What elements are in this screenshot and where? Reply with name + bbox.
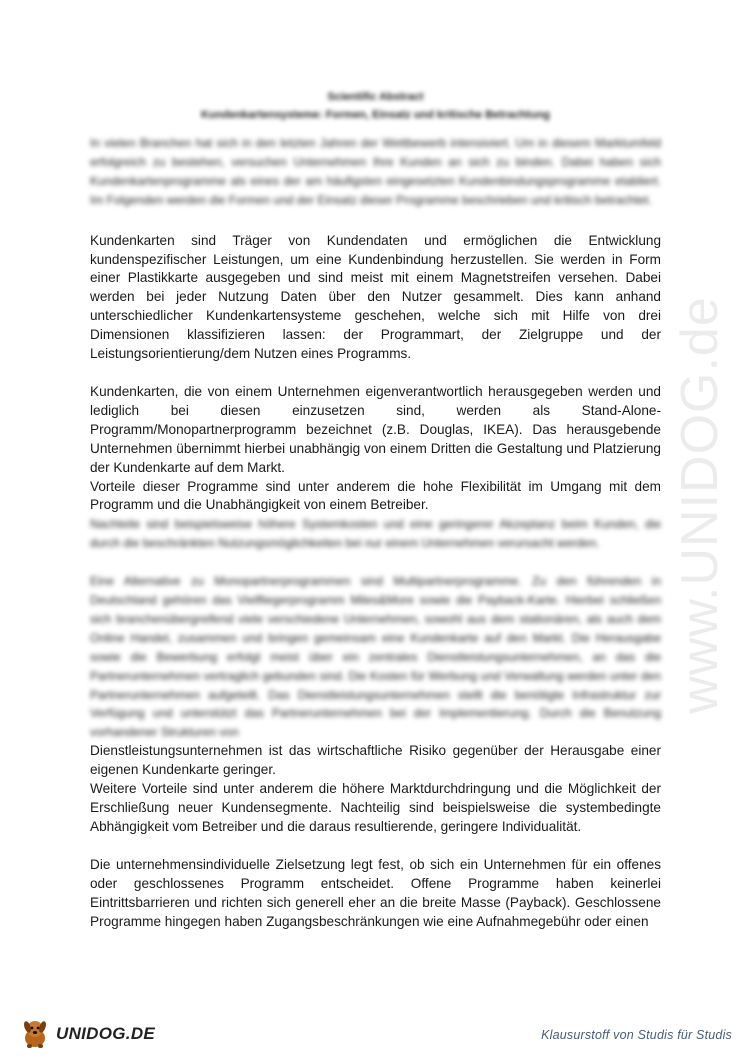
logo-text: UNIDOG.DE [56,1024,156,1043]
watermark-text: www.UNIDOG.de [671,296,729,714]
paragraph-nachteile-mono: Nachteile sind beispielsweise höhere Systemkosten und eine geringerer Akzeptanz beim Kunden, die durch die beschränkten Nutzungsmöglichkeiten bei nur einem Unternehmen verursacht werden. [90,517,661,551]
title-block [90,88,661,124]
paragraph-kundenkarten: Kundenkarten sind Träger von Kundendaten und ermöglichen die Entwicklung kundenspezifischer Leistungen, um eine Kundenbindung herzustellen. Sie werden in Form einer Plastikkarte ausgegeben und sind meist mit einem Magnetstreifen versehen. Dabei werden bei jeder Nutzung Daten über den Nutzer gesammelt. Dies kann anhand unterschiedlicher Kundenkartensysteme geschehen, welche sich mit Hilfe von drei Dimensionen klassifizieren lassen: der Programmart, der Zielgruppe und der Leistungsorientierung/dem Nutzen eines Programms. [90,232,661,362]
document-heading: Scientific Abstract [327,91,424,103]
paragraph-zielsetzung: Die unternehmensindividuelle Zielsetzung legt fest, ob sich ein Unternehmen für ein offenes oder geschlossenes Programm entscheidet. Offene Programme haben keinerlei Eintrittsbarrieren und richten sich generell eher an die breite Masse (Payback). Geschlossene Programme hingegen haben Zugangsbeschränkungen wie eine Aufnahmegebühr oder einen [90,856,661,929]
unidog-logo[interactable] [18,1013,178,1055]
paragraph-vorteile-mono: Vorteile dieser Programme sind unter anderem die hohe Flexibilität im Umgang mit dem Programm und die Unabhängigkeit von einem Betreiber. [90,478,661,513]
paragraph-monopartner: Kundenkarten, die von einem Unternehmen eigenverantwortlich herausgegeben werden und lediglich bei diesen einzusetzen sind, werden als Stand-Alone-Programm/Monopartnerprogramm bezeichnet (z.B. Douglas, IKEA). Das herausgebende Unternehmen übernimmt hierbei unabhängig von einem Dritten die Gestaltung und Platzierung der Kundenkarte auf dem Markt. [90,383,661,475]
document-body [90,88,661,931]
paragraph-multipartner: Eine Alternative zu Monopartnerprogrammen sind Multipartnerprogramme. Zu den führenden in Deutschland gehören das Vielfliegerprogramm Miles&More sowie die Payback-Karte. Hierbei schließen sich branchenübergreifend viele verschiedene Unternehmen, sowohl aus dem stationären, als auch dem Online Handel, zusammen und bringen gemeinsam eine Kundenkarte auf den Markt. Die Herausgabe sowie die Bewerbung erfolgt meist über ein zentrales Dienstleistungsunternehmen, an das die Partnerunternehmen vertraglich gebunden sind. Die Kosten für Werbung und Verwaltung werden unter den Partnerunternehmen aufgeteilt. Das Dienstleistungsunternehmen stellt die benötigte Infrastruktur zur Verfügung und unterstützt das Partnerunternehmen bei der Implementierung. Durch die Benutzung vorhandener Strukturen von [90,574,661,740]
footer-slogan: Klausurstoff von Studis für Studis [541,1028,732,1042]
paragraph-multipartner-risiko: Dienstleistungsunternehmen ist das wirtschaftliche Risiko gegenüber der Herausgabe einer eigenen Kundenkarte geringer. [90,743,661,778]
watermark [650,270,750,740]
paragraph-vorteile-multi: Weitere Vorteile sind unter anderem die höhere Marktdurchdringung und die Möglichkeit der Erschließung neuer Kundensegmente. Nachteilig sind beispielsweise die systembedingte Abhängigkeit vom Betreiber und die daraus resultierende, geringere Individualität. [90,781,661,834]
dog-logo-icon [18,1017,52,1051]
intro-paragraph: In vielen Branchen hat sich in den letzten Jahren der Wettbewerb intensiviert. Um in diesem Marktumfeld erfolgreich zu bestehen, versuchen Unternehmen Ihre Kunden an sich zu binden. Dabei haben sich Kundenkartenprogramme als eines der am häufigsten eingesetzten Kundenbindungsprogramme etabliert. Im Folgenden werden die Formen und der Einsatz dieser Programme beschrieben und kritisch betrachtet. [90,136,661,207]
document-subheading: Kundenkartensysteme: Formen, Einsatz und kritische Betrachtung [200,109,551,121]
